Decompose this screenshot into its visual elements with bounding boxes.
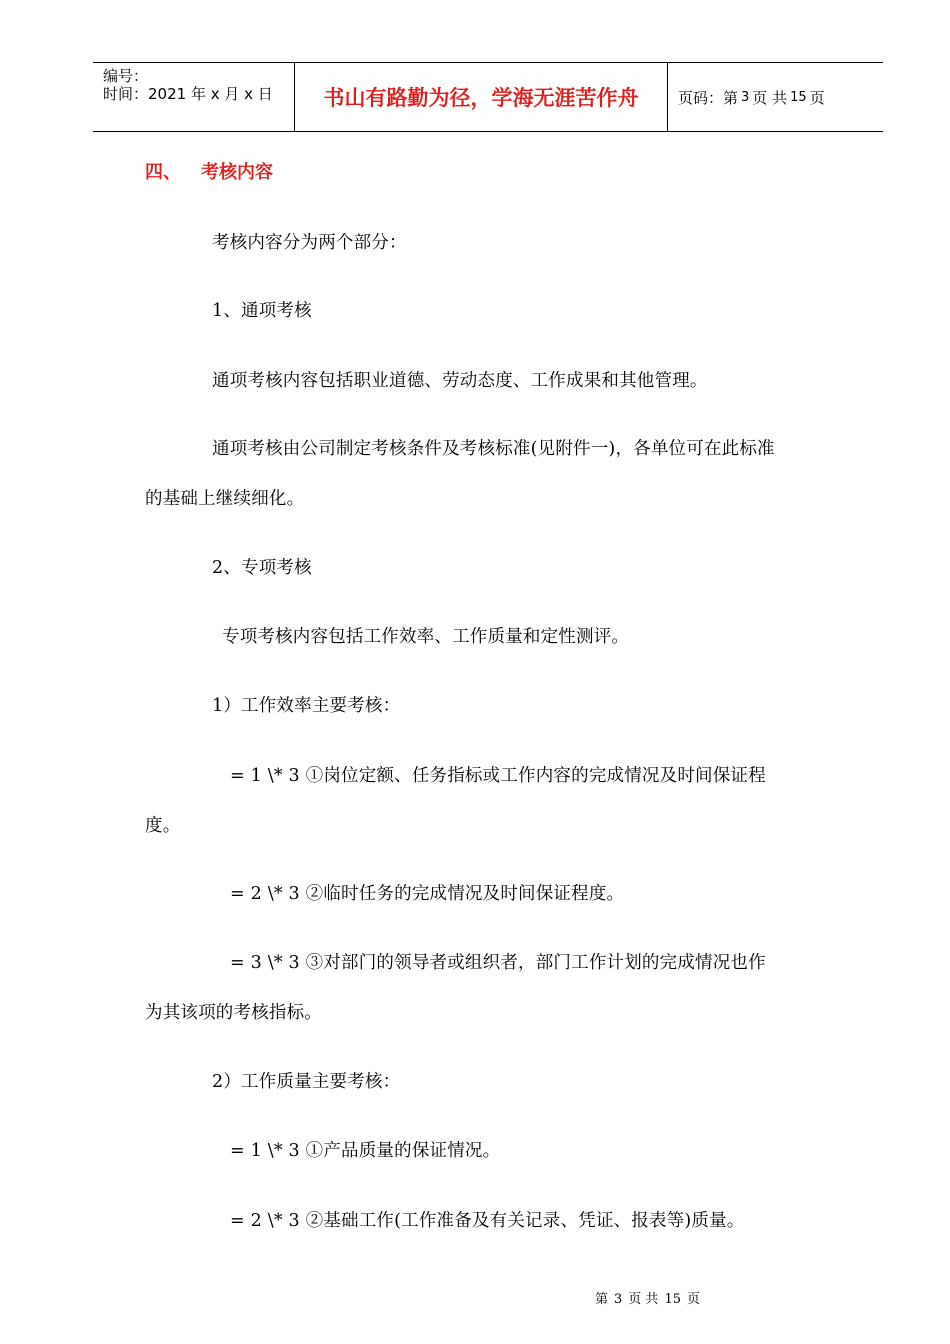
page-prefix: 页码：第 bbox=[678, 88, 739, 107]
list-item: = 1 \* 3 ①岗位定额、任务指标或工作内容的完成情况及时间保证程 bbox=[230, 766, 766, 786]
list-item: = 1 \* 3 ①产品质量的保证情况。 bbox=[230, 1141, 501, 1161]
list-item-continued: 度。 bbox=[145, 816, 181, 836]
header-motto-cell bbox=[295, 63, 668, 131]
page-header bbox=[93, 62, 883, 132]
footer-suffix: 页 bbox=[686, 1292, 700, 1307]
footer-total: 15 bbox=[664, 1292, 681, 1307]
list-item-continued: 为其该项的考核指标。 bbox=[145, 1003, 322, 1023]
body-paragraph: 考核内容分为两个部分： bbox=[212, 233, 407, 253]
subsection-heading: 1、通项考核 bbox=[212, 301, 312, 321]
section-heading bbox=[145, 158, 273, 184]
page-footer bbox=[592, 1288, 703, 1307]
body-paragraph: 通项考核内容包括职业道德、劳动态度、工作成果和其他管理。 bbox=[212, 371, 708, 391]
body-paragraph: 通项考核由公司制定考核条件及考核标准(见附件一)，各单位可在此标准 bbox=[212, 439, 775, 459]
header-motto: 书山有路勤为径，学海无涯苦作舟 bbox=[323, 86, 639, 110]
header-meta bbox=[93, 63, 295, 131]
page-current: 3 bbox=[741, 89, 750, 105]
doc-time: 时间：2021 年 x 月 x 日 bbox=[103, 85, 273, 103]
list-item: = 2 \* 3 ②基础工作(工作准备及有关记录、凭证、报表等)质量。 bbox=[230, 1211, 745, 1231]
body-paragraph: 专项考核内容包括工作效率、工作质量和定性测评。 bbox=[222, 627, 630, 647]
list-heading: 2）工作质量主要考核： bbox=[212, 1072, 401, 1092]
header-page-info bbox=[668, 63, 883, 131]
list-item: = 2 \* 3 ②临时任务的完成情况及时间保证程度。 bbox=[230, 884, 625, 904]
doc-number-label: 编号： bbox=[103, 67, 149, 85]
footer-mid: 页 共 bbox=[628, 1292, 659, 1307]
section-number: 四、 bbox=[145, 162, 181, 183]
footer-prefix: 第 bbox=[595, 1292, 609, 1307]
page-mid: 页 共 bbox=[752, 88, 788, 107]
list-item: = 3 \* 3 ③对部门的领导者或组织者，部门工作计划的完成情况也作 bbox=[230, 953, 766, 973]
body-paragraph-continued: 的基础上继续细化。 bbox=[145, 489, 305, 509]
subsection-heading: 2、专项考核 bbox=[212, 558, 312, 578]
page-total: 15 bbox=[790, 89, 807, 105]
footer-current: 3 bbox=[614, 1292, 623, 1307]
list-heading: 1）工作效率主要考核： bbox=[212, 696, 401, 716]
page-suffix: 页 bbox=[809, 88, 825, 107]
section-title: 考核内容 bbox=[201, 162, 273, 183]
